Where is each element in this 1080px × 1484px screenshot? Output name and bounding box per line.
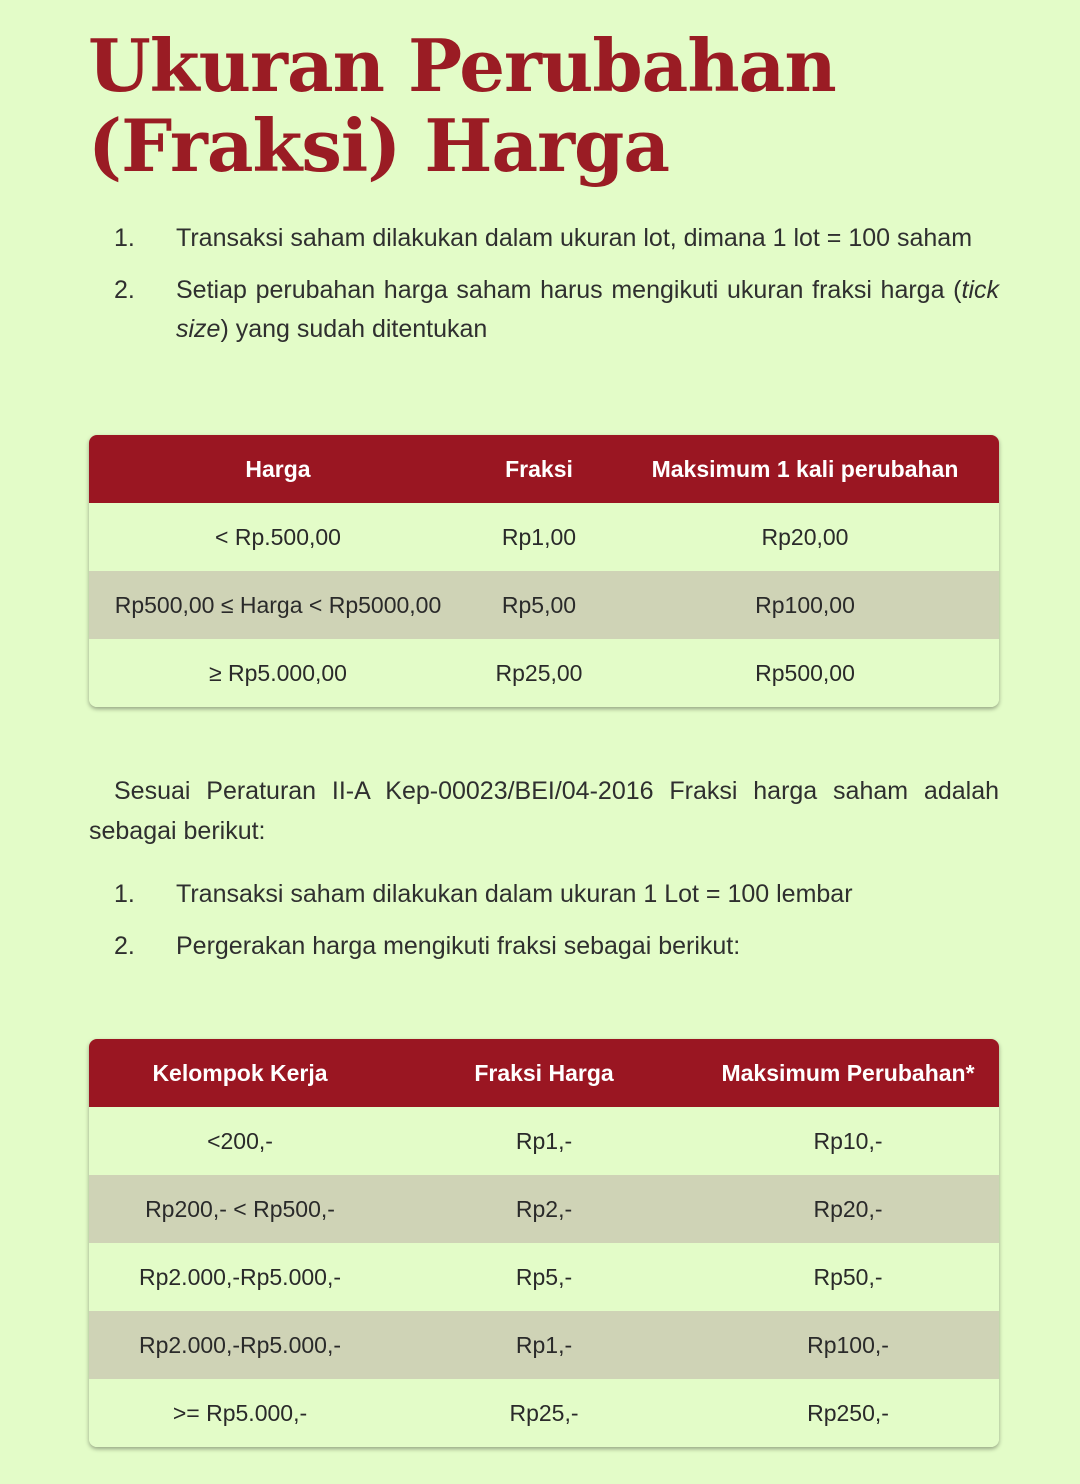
table-cell: ≥ Rp5.000,00 [209, 659, 347, 686]
column-header-fraksi: Fraksi [505, 455, 573, 482]
table-cell: Rp500,00 ≤ Harga < Rp5000,00 [114, 591, 442, 618]
table-cell: Rp500,00 [755, 659, 855, 686]
column-header-maksimum-perubahan: Maksimum Perubahan* [721, 1059, 975, 1086]
table-cell: Rp100,00 [755, 591, 855, 618]
table-row [89, 571, 999, 639]
table-row [89, 503, 999, 571]
table-cell: Rp1,00 [501, 523, 577, 550]
column-header-kelompok: Kelompok Kerja [152, 1059, 328, 1086]
table-cell: Rp2.000,-Rp5.000,- [138, 1331, 341, 1358]
table-cell: Rp5,00 [501, 591, 577, 618]
list-text-part: ) yang sudah ditentukan [220, 315, 488, 343]
table-cell: Rp50,- [813, 1263, 883, 1290]
table-row [89, 1175, 999, 1243]
table-cell: Rp25,- [509, 1399, 579, 1426]
table-cell: Rp200,- < Rp500,- [145, 1195, 335, 1222]
list-text-italic: tick size [176, 276, 999, 343]
table-row [89, 1379, 999, 1447]
table-cell: Rp20,00 [761, 523, 849, 550]
list-number: 2. [114, 932, 135, 960]
column-header-harga: Harga [245, 455, 311, 482]
list-text-part: Setiap perubahan harga saham harus mengikuti ukuran fraksi harga ( [176, 276, 962, 304]
list-number: 1. [114, 224, 135, 252]
table-cell: < Rp.500,00 [215, 523, 341, 550]
table-cell: Rp10,- [813, 1127, 883, 1154]
table-cell: Rp5,- [515, 1263, 573, 1290]
table-cell: Rp250,- [807, 1399, 889, 1426]
regulation-paragraph: Sesuai Peraturan II-A Kep-00023/BEI/04-2016 Fraksi harga saham adalah sebagai berikut: [89, 777, 999, 845]
page-title [88, 23, 1028, 188]
table-row [89, 1107, 999, 1175]
table-cell: Rp2,- [515, 1195, 573, 1222]
list-text: Transaksi saham dilakukan dalam ukuran 1 Lot = 100 lembar [176, 880, 853, 908]
table-row [89, 639, 999, 707]
table-cell: <200,- [207, 1127, 273, 1154]
list-number: 1. [114, 880, 135, 908]
list-number: 2. [114, 276, 135, 304]
table-cell: Rp2.000,-Rp5.000,- [138, 1263, 341, 1290]
table-header-row [89, 1039, 999, 1107]
table-row [89, 1311, 999, 1379]
list-text: Transaksi saham dilakukan dalam ukuran lot, dimana 1 lot = 100 saham [176, 224, 973, 252]
column-header-maksimum: Maksimum 1 kali perubahan [651, 455, 959, 482]
table-cell: Rp25,00 [495, 659, 583, 686]
price-fraction-table [89, 1039, 999, 1447]
tick-size-table [89, 435, 999, 707]
table-header-row [89, 435, 999, 503]
page-title-line1: Ukuran Perubahan [88, 23, 836, 108]
table-cell: Rp100,- [807, 1331, 889, 1358]
table-cell: >= Rp5.000,- [172, 1399, 308, 1426]
column-header-fraksi-harga: Fraksi Harga [474, 1059, 614, 1086]
table-cell: Rp1,- [515, 1331, 573, 1358]
list-text: Pergerakan harga mengikuti fraksi sebagai berikut: [176, 932, 741, 960]
table-row [89, 1243, 999, 1311]
table-cell: Rp1,- [515, 1127, 573, 1154]
table-cell: Rp20,- [813, 1195, 883, 1222]
page-title-line2: (Fraksi) Harga [88, 103, 670, 188]
list-text [176, 271, 999, 349]
